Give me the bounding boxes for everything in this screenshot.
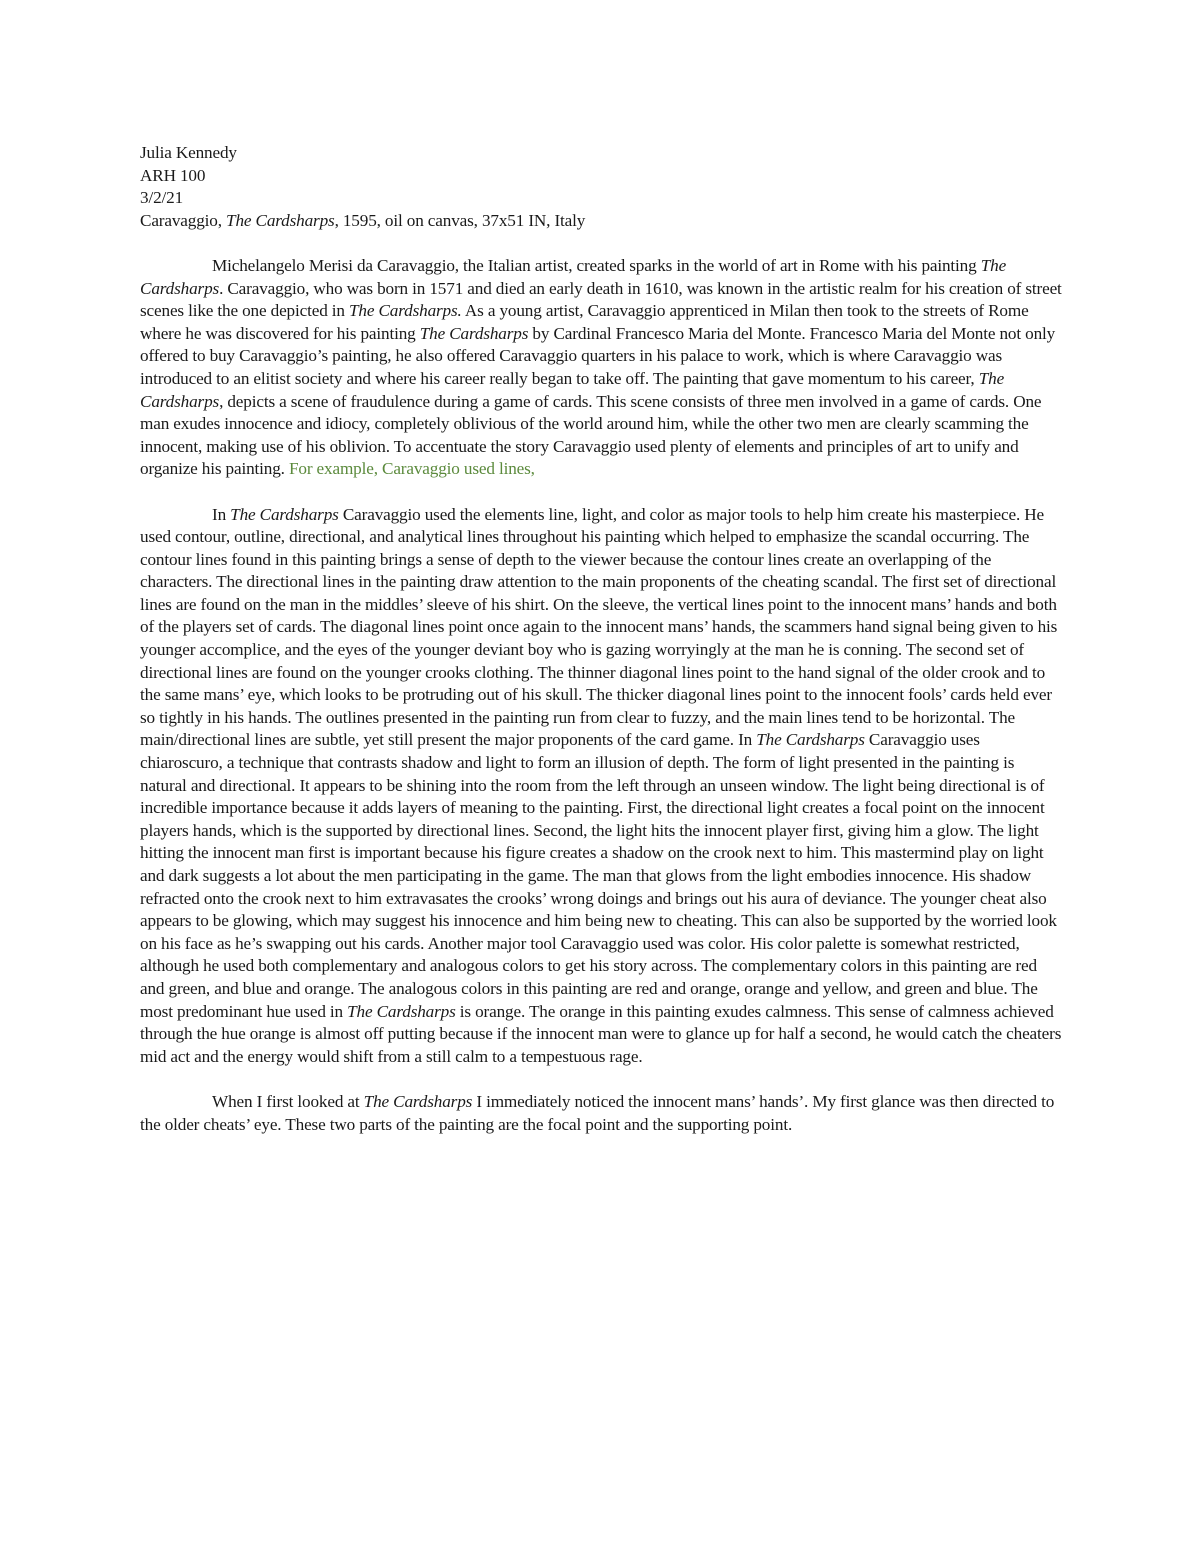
document-body — [140, 142, 1065, 1136]
author-name: Julia Kennedy — [140, 143, 237, 162]
text-run: As a young artist, Caravaggio apprenticed in Milan then took to the streets of Rome where he was discovered for his painting — [140, 301, 1029, 343]
blank-line — [140, 481, 1065, 504]
text-run: by Cardinal Francesco Maria del Monte. Francesco Maria del Monte not only offered to buy Caravaggio’s painting, he also offered Caravaggio quarters in his palace to work, which is where Caravaggio was introduced to an elitist society and where his career really began to take off. The painting that gave momentum to his career, — [140, 323, 1056, 388]
citation-prefix: Caravaggio, — [140, 210, 227, 230]
text-run: Michelangelo Merisi da Caravaggio, the Italian artist, created sparks in the world of art in Rome with his painting — [212, 255, 981, 275]
artwork-title-italic: The Cardsharps — [140, 255, 1007, 298]
artwork-title-italic: The Cardsharps — [756, 730, 865, 750]
text-run: In — [212, 504, 231, 524]
highlighted-text: For example, Caravaggio used lines, — [288, 459, 535, 479]
text-run: , depicts a scene of fraudulence during a game of cards. This scene consists of three men involved in a game of cards. One man exudes innocence and idiocy, completely oblivious of the world around him, while the other two men are clearly scamming the innocent, making use of his oblivion. To accentuate the story Caravaggio used plenty of elements and principles of art to unify and organize his painting. — [140, 391, 1042, 479]
date: 3/2/21 — [140, 188, 184, 208]
paragraph-intro — [140, 255, 1065, 481]
text-run: I immediately noticed the innocent mans’ hands’. My first glance was then directed to the older cheats’ eye. These two parts of the painting are the focal point and the supporting point. — [140, 1091, 1055, 1134]
artwork-title-italic: The Cardsharps — [419, 323, 529, 343]
blank-line — [140, 232, 1065, 255]
text-run: When I first looked at — [212, 1091, 364, 1111]
paragraph-observation — [140, 1091, 1065, 1136]
artwork-citation — [140, 210, 1065, 233]
citation-suffix: , 1595, oil on canvas, 37x51 IN, Italy — [334, 210, 586, 230]
course-code: ARH 100 — [140, 165, 206, 185]
text-run: . Caravaggio, who was born in 1571 and died an early death in 1610, was known in the artistic realm for his creation of street scenes like the one depicted in — [140, 278, 1062, 321]
text-run: Caravaggio used the elements line, light, and color as major tools to help him create his masterpiece. He used contour, outline, directional, and analytical lines throughout his painting which helped to emphasize the scandal occurring. The contour lines found in this painting brings a sense of depth to the viewer because the contour lines create an overlapping of the characters. The directional lines in the painting draw attention to the main proponents of the cheating scandal. The first set of directional lines are found on the man in the middles’ sleeve of his shirt. On the sleeve, the vertical lines point to the innocent mans’ hands and both of the players set of cards. The diagonal lines point once again to the innocent mans’ hands, the scammers hand signal being given to his younger accomplice, and the eyes of the younger deviant boy who is gazing worryingly at the man he is conning. The second set of directional lines are found on the younger crooks clothing. The thinner diagonal lines point to the hand signal of the older crook and to the same mans’ eye, which looks to be protruding out of his skull. The thicker diagonal lines point to the innocent fools’ cards held ever so tightly in his hands. The outlines presented in the painting run from clear to fuzzy, and the main lines tend to be horizontal. The main/directional lines are subtle, yet still present the major proponents of the card game. In — [140, 504, 1058, 750]
blank-line — [140, 1068, 1065, 1091]
text-run: is orange. The orange in this painting exudes calmness. This sense of calmness achieved through the hue orange is almost off putting because if the innocent man were to glance up for half a second, he would catch the cheaters mid act and the energy would shift from a still calm to a tempestuous rage. — [140, 1001, 1062, 1066]
artwork-title-italic: The Cardsharps — [230, 504, 339, 524]
artwork-title-italic: The Cardsharps. — [349, 301, 462, 321]
citation-title: The Cardsharps — [226, 210, 335, 230]
artwork-title-italic: The Cardsharps — [363, 1091, 473, 1111]
artwork-title-italic: The Cardsharps — [347, 1001, 456, 1021]
paragraph-analysis — [140, 504, 1065, 1069]
text-run: Caravaggio uses chiaroscuro, a technique that contrasts shadow and light to form an illusion of depth. The form of light presented in the painting is natural and directional. It appears to be shining into the room from the left through an unseen window. The light being directional is of incredible importance because it adds layers of meaning to the painting. First, the directional light creates a focal point on the innocent players hands, which is the supported by directional lines. Second, the light hits the innocent player first, giving him a glow. The light hitting the innocent man first is important because his figure creates a shadow on the crook next to him. This mastermind play on light and dark suggests a lot about the men participating in the game. The man that glows from the light embodies innocence. His shadow refracted onto the crook next to him extravasates the crooks’ wrong doings and brings out his aura of deviance. The younger cheat also appears to be glowing, which may suggest his innocence and him being new to cheating. This can also be supported by the worried look on his face as he’s swapping out his cards. Another major tool Caravaggio used was color. His color palette is somewhat restricted, although he used both complementary and analogous colors to get his story across. The complementary colors in this painting are red and green, and blue and orange. The analogous colors in this painting are red and orange, orange and yellow, and green and blue. The most predominant hue used in — [140, 730, 1057, 1021]
artwork-title-italic: The Cardsharps — [140, 368, 1005, 411]
